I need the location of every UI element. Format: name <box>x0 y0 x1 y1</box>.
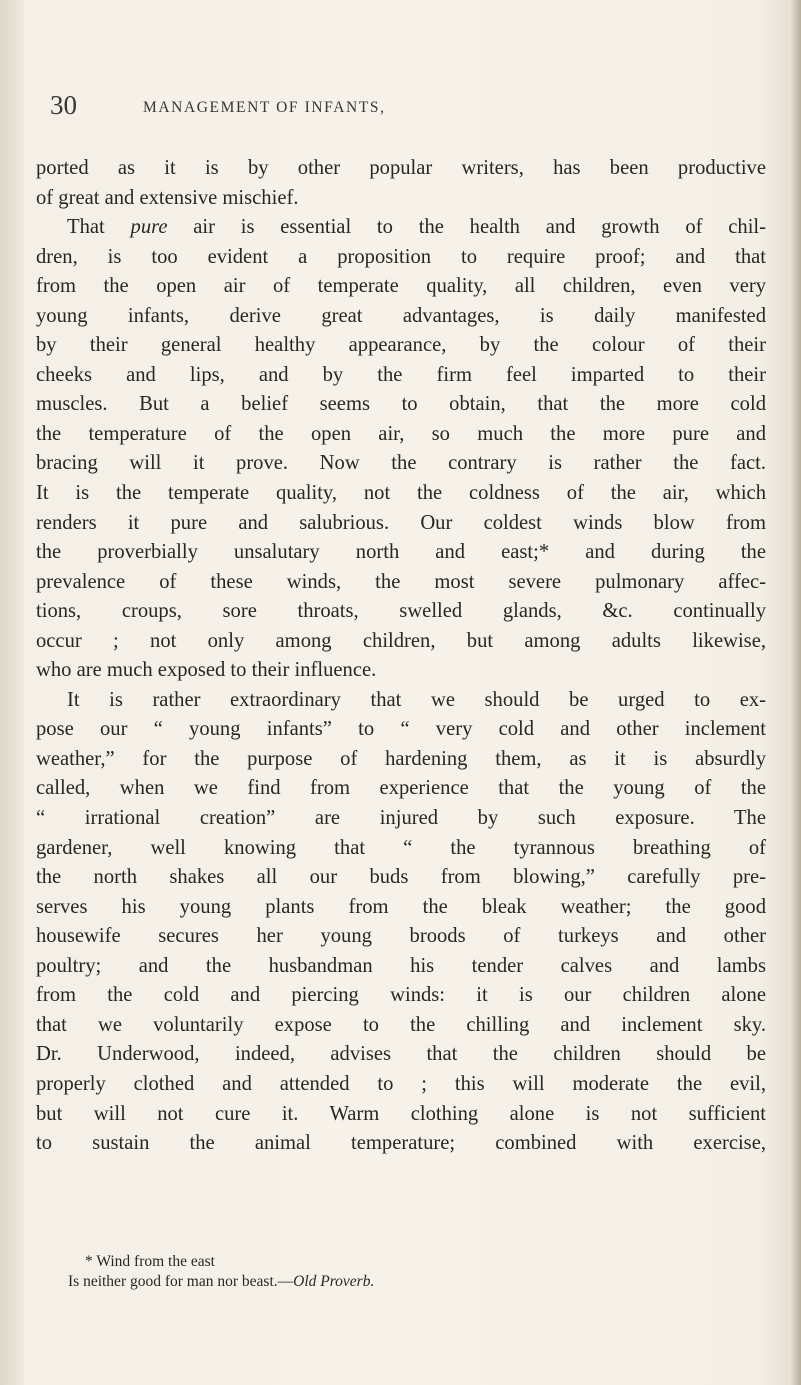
running-header <box>50 90 770 130</box>
text-line: gardener, well knowing that “ the tyrannous breathing of <box>36 836 766 859</box>
text-line: weather,” for the purpose of hardening them, as it is absurdly <box>36 747 766 770</box>
text-line: from the open air of temperate quality, all children, even very <box>36 275 766 298</box>
text-line: tions, croups, sore throats, swelled glands, &c. continually <box>36 600 766 623</box>
text-line: but will not cure it. Warm clothing alone is not sufficient <box>36 1102 766 1125</box>
text-line: by their general healthy appearance, by the colour of their <box>36 334 766 357</box>
text-line: serves his young plants from the bleak weather; the good <box>36 895 766 918</box>
text-line: It is the temperate quality, not the coldness of the air, which <box>36 482 766 505</box>
text-line: cheeks and lips, and by the firm feel imparted to their <box>36 363 766 386</box>
page-number: 30 <box>50 90 77 120</box>
text-fragment: air is essential to the health and growth of chil- <box>167 216 766 239</box>
text-line: young infants, derive great advantages, is daily manifested <box>36 304 766 327</box>
footnote-line <box>50 1272 750 1292</box>
page-edge-shadow <box>789 0 801 1385</box>
text-line: pose our “ young infants” to “ very cold and other inclement <box>36 718 766 741</box>
text-line: “ irrational creation” are injured by such exposure. The <box>36 807 766 830</box>
text-line: It is rather extraordinary that we should be urged to ex- <box>67 688 766 711</box>
text-line: bracing will it prove. Now the contrary is rather the fact. <box>36 452 766 475</box>
text-line: dren, is too evident a proposition to require proof; and that <box>36 245 766 268</box>
text-line: poultry; and the husbandman his tender calves and lambs <box>36 954 766 977</box>
running-title: MANAGEMENT OF INFANTS, <box>143 99 386 116</box>
text-line: the temperature of the open air, so much the more pure and <box>36 422 766 445</box>
emphasis-text: pure <box>130 216 168 239</box>
text-line: renders it pure and salubrious. Our coldest winds blow from <box>36 511 766 534</box>
text-line: the north shakes all our buds from blowing,” carefully pre- <box>36 866 766 889</box>
text-line: ported as it is by other popular writers, has been productive <box>36 157 766 179</box>
page-gutter-shadow <box>0 0 24 1385</box>
footnote <box>50 1252 750 1292</box>
text-line: who are much exposed to their influence. <box>36 659 377 682</box>
text-line: occur ; not only among children, but among adults likewise, <box>36 629 766 652</box>
text-line <box>36 213 766 243</box>
text-line: that we voluntarily expose to the chilling and inclement sky. <box>36 1013 766 1036</box>
footnote-attribution: Old Proverb. <box>293 1273 375 1290</box>
text-line: of great and extensive mischief. <box>36 186 299 209</box>
footnote-text: Is neither good for man nor beast.— <box>68 1273 294 1290</box>
text-line: muscles. But a belief seems to obtain, that the more cold <box>36 393 766 416</box>
footnote-line: * Wind from the east <box>85 1253 215 1270</box>
body-text <box>36 154 766 1159</box>
text-fragment: That <box>67 216 131 239</box>
text-line: Dr. Underwood, indeed, advises that the children should be <box>36 1043 766 1066</box>
text-line: the proverbially unsalutary north and east;* and during the <box>36 541 766 564</box>
text-line: to sustain the animal temperature; combined with exercise, <box>36 1132 766 1155</box>
text-line: housewife secures her young broods of turkeys and other <box>36 925 766 948</box>
text-line: from the cold and piercing winds: it is our children alone <box>36 984 766 1007</box>
text-line: prevalence of these winds, the most severe pulmonary affec- <box>36 570 766 593</box>
text-line: properly clothed and attended to ; this will moderate the evil, <box>36 1072 766 1095</box>
text-line: called, when we find from experience that the young of the <box>36 777 766 800</box>
